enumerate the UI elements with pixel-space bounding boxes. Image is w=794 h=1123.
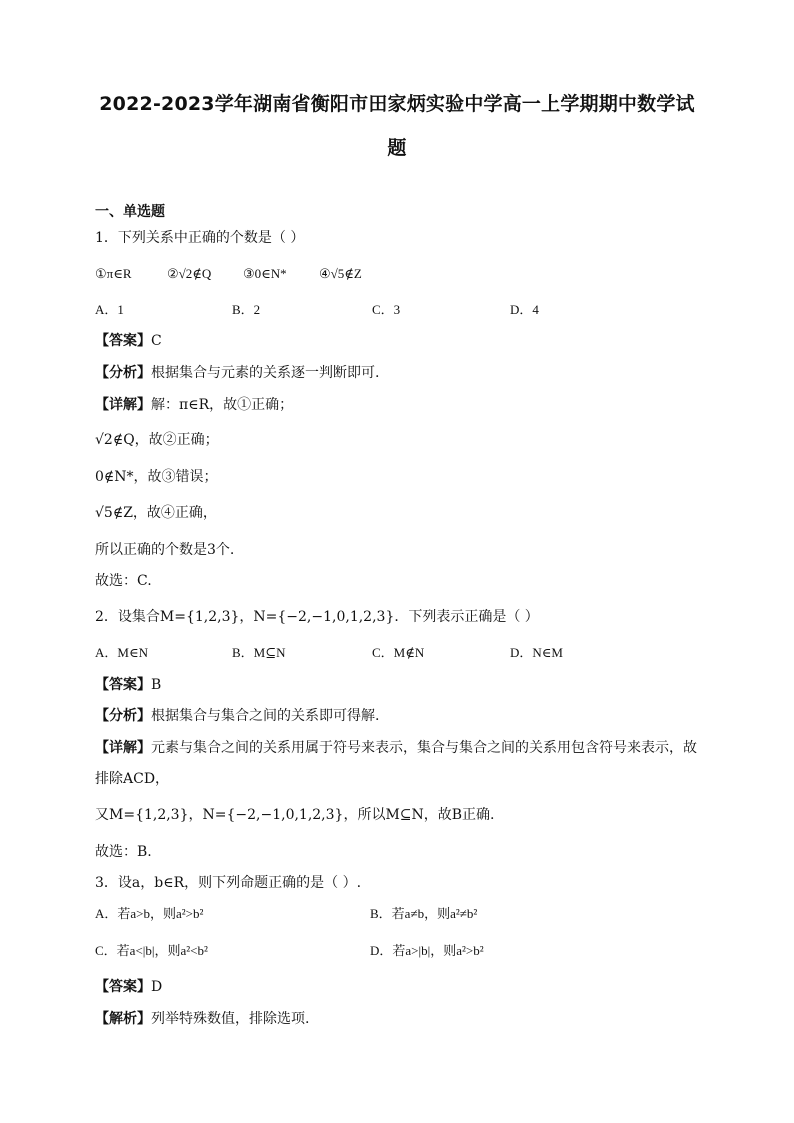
q3-option-d: D．若a>|b|，则a²>b² (370, 943, 484, 958)
q1-item-1: ①π∈R (95, 266, 132, 281)
q2-option-b: B．M⊆N (232, 645, 286, 660)
q1-detail-2: √2∉Q，故②正确； (95, 432, 219, 448)
q3-answer (95, 977, 162, 997)
q1-detail-1 (95, 395, 293, 415)
q2-option-a: A．M∈N (95, 645, 148, 660)
q1-item-4: ④√5∉Z (319, 266, 362, 281)
q1-answer-value: C (151, 333, 162, 349)
q1-option-a: A．1 (95, 302, 124, 317)
analysis-tag: 【分析】 (95, 365, 151, 381)
q2-answer (95, 675, 161, 695)
detail-tag: 【详解】 (95, 740, 151, 756)
q2-detail-2: 排除ACD， (95, 771, 170, 787)
q3-answer-value: D (151, 979, 163, 995)
q1-stem: 1．下列关系中正确的个数是（ ） (95, 230, 305, 246)
detail-tag: 【详解】 (95, 397, 151, 413)
answer-tag: 【答案】 (95, 333, 151, 349)
answer-tag: 【答案】 (95, 677, 151, 693)
q3-stem: 3．设a，b∈R，则下列命题正确的是（ ）. (95, 875, 362, 891)
q1-option-d: D．4 (510, 302, 539, 317)
q1-items (95, 264, 362, 284)
q1-detail-3: 0∉N*，故③错误； (95, 469, 218, 485)
q3-analysis-text: 列举特殊数值，排除选项. (151, 1011, 310, 1027)
q2-detail-1-text: 元素与集合之间的关系用属于符号来表示，集合与集合之间的关系用包含符号来表示，故 (151, 740, 697, 756)
q2-detail-3: 又M={1,2,3}，N={−2,−1,0,1,2,3}，所以M⊆N，故B正确. (95, 807, 495, 823)
page-title (80, 82, 714, 170)
q3-options-row-2 (95, 941, 484, 961)
analysis-tag: 【分析】 (95, 708, 151, 724)
analysis-tag: 【解析】 (95, 1011, 151, 1027)
q1-item-3: ③0∈N* (243, 266, 287, 281)
q1-item-2: ②√2∉Q (167, 266, 212, 281)
q2-answer-value: B (151, 677, 162, 693)
q1-option-c: C．3 (372, 302, 401, 317)
q1-analysis (95, 363, 379, 383)
q3-option-a: A．若a>b，则a²>b² (95, 906, 204, 921)
q2-detail-1 (95, 738, 697, 758)
q1-answer (95, 331, 162, 351)
q1-options (95, 300, 539, 320)
q1-detail-4: √5∉Z，故④正确， (95, 505, 217, 521)
section-heading: 一、单选题 (95, 204, 165, 220)
q3-analysis (95, 1009, 309, 1029)
answer-tag: 【答案】 (95, 979, 151, 995)
q2-analysis-text: 根据集合与集合之间的关系即可得解. (151, 708, 380, 724)
q3-option-c: C．若a<|b|，则a²<b² (95, 943, 208, 958)
q2-detail-4: 故选：B. (95, 844, 152, 860)
title-line-1: 2022-2023学年湖南省衡阳市田家炳实验中学高一上学期期中数学试 (99, 93, 695, 115)
q3-option-b: B．若a≠b，则a²≠b² (370, 906, 478, 921)
q3-options-row-1 (95, 904, 477, 924)
q1-detail-1-text: 解：π∈R，故①正确； (151, 397, 294, 413)
q2-options (95, 643, 563, 663)
q2-stem: 2．设集合M={1,2,3}，N={−2,−1,0,1,2,3}．下列表示正确是（ ） (95, 609, 539, 625)
q1-analysis-text: 根据集合与元素的关系逐一判断即可. (151, 365, 380, 381)
q2-option-d: D．N∈M (510, 645, 563, 660)
q2-analysis (95, 706, 379, 726)
q1-detail-6: 故选：C. (95, 573, 152, 589)
q1-option-b: B．2 (232, 302, 261, 317)
q2-option-c: C．M∉N (372, 645, 425, 660)
title-line-2: 题 (387, 137, 407, 159)
q1-detail-5: 所以正确的个数是3个. (95, 542, 235, 558)
